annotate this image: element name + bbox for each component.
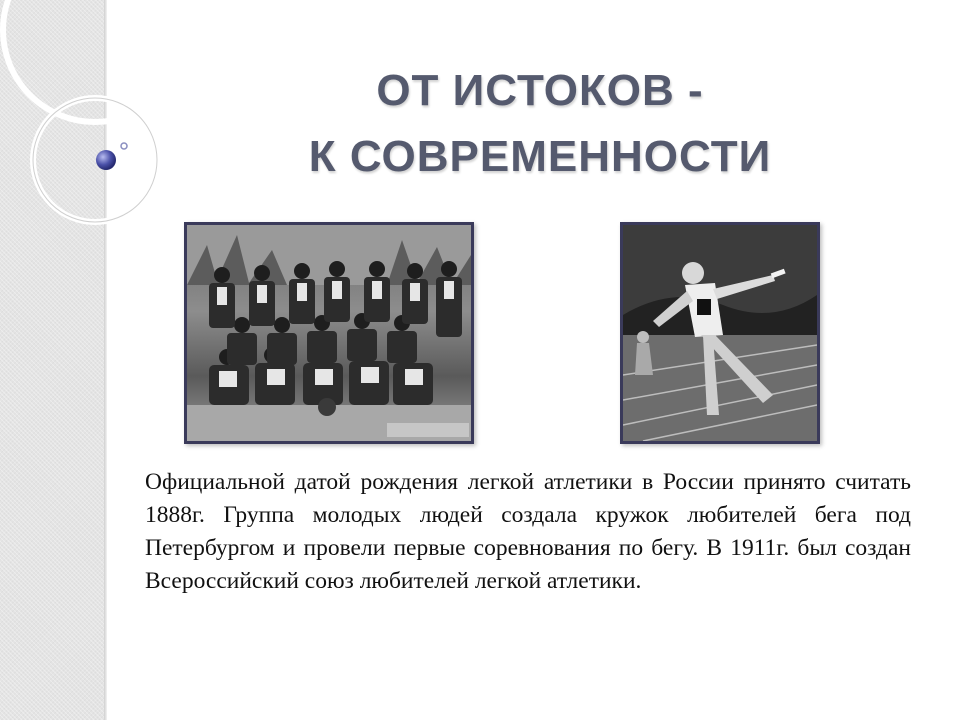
slide-title	[180, 58, 900, 190]
runner-photo	[620, 222, 820, 444]
history-paragraph: Официальной датой рождения легкой атлетики в России принято считать 1888г. Группа молодых людей создала кружок любителей бега под Петербургом и провели первые соревнования по бегу. В 1911г. был создан Всероссийский союз любителей легкой атлетики.	[145, 469, 911, 594]
decorative-circles	[0, 0, 180, 300]
title-line-1: ОТ ИСТОКОВ -	[376, 66, 704, 115]
deco-arc-large	[3, 0, 180, 122]
runner-photo-illustration	[623, 225, 817, 441]
team-photo	[184, 222, 474, 444]
deco-arc-small	[33, 98, 157, 222]
bullet-sphere-icon	[96, 150, 116, 170]
title-line-2: К СОВРЕМЕННОСТИ	[308, 132, 772, 181]
small-ring-icon	[121, 143, 127, 149]
team-photo-illustration	[187, 225, 471, 441]
